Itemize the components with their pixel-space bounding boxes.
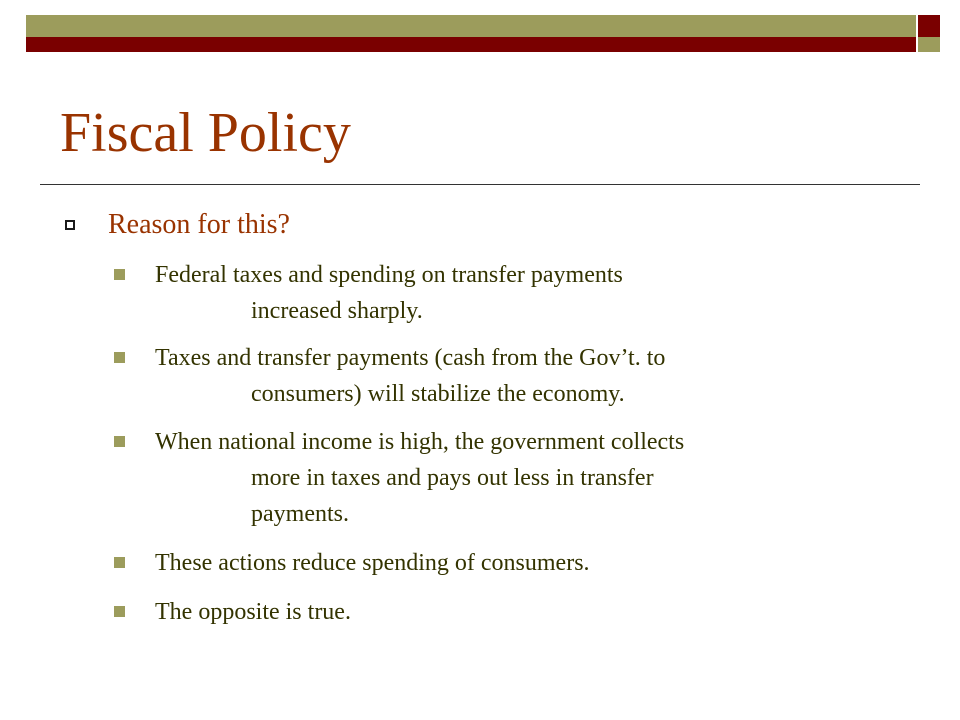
- filled-square-bullet-icon: [114, 436, 125, 447]
- sub-bullet-line: more in taxes and pays out less in transfer: [251, 465, 654, 491]
- hollow-square-bullet-icon: [65, 220, 75, 230]
- sub-bullet-line: Taxes and transfer payments (cash from the Gov’t. to: [155, 345, 666, 371]
- filled-square-bullet-icon: [114, 557, 125, 568]
- sub-bullet-text: [155, 424, 684, 532]
- sub-bullet-text: [155, 257, 623, 329]
- title-divider: [40, 184, 920, 185]
- sub-bullet-text: [155, 594, 351, 630]
- filled-square-bullet-icon: [114, 352, 125, 363]
- sub-bullet-line: When national income is high, the government collects: [155, 429, 685, 455]
- sub-bullet-text: [155, 545, 590, 581]
- slide-title: Fiscal Policy: [60, 102, 351, 164]
- corner-square-olive: [918, 37, 940, 52]
- filled-square-bullet-icon: [114, 269, 125, 280]
- sub-bullet-line: The opposite is true.: [155, 599, 351, 625]
- sub-bullet-line: increased sharply.: [251, 298, 423, 324]
- sub-bullet-line: consumers) will stabilize the economy.: [251, 381, 625, 407]
- header-bar-red: [26, 37, 916, 52]
- corner-square-red: [918, 15, 940, 37]
- header-bar-olive: [26, 15, 916, 37]
- bullet-level1-text: Reason for this?: [108, 209, 290, 240]
- sub-bullet-line: Federal taxes and spending on transfer payments: [155, 262, 623, 288]
- sub-bullet-line: payments.: [251, 501, 349, 527]
- sub-bullet-line: These actions reduce spending of consumers.: [155, 550, 590, 576]
- filled-square-bullet-icon: [114, 606, 125, 617]
- sub-bullet-text: [155, 340, 665, 412]
- bullet-level1: [60, 203, 940, 247]
